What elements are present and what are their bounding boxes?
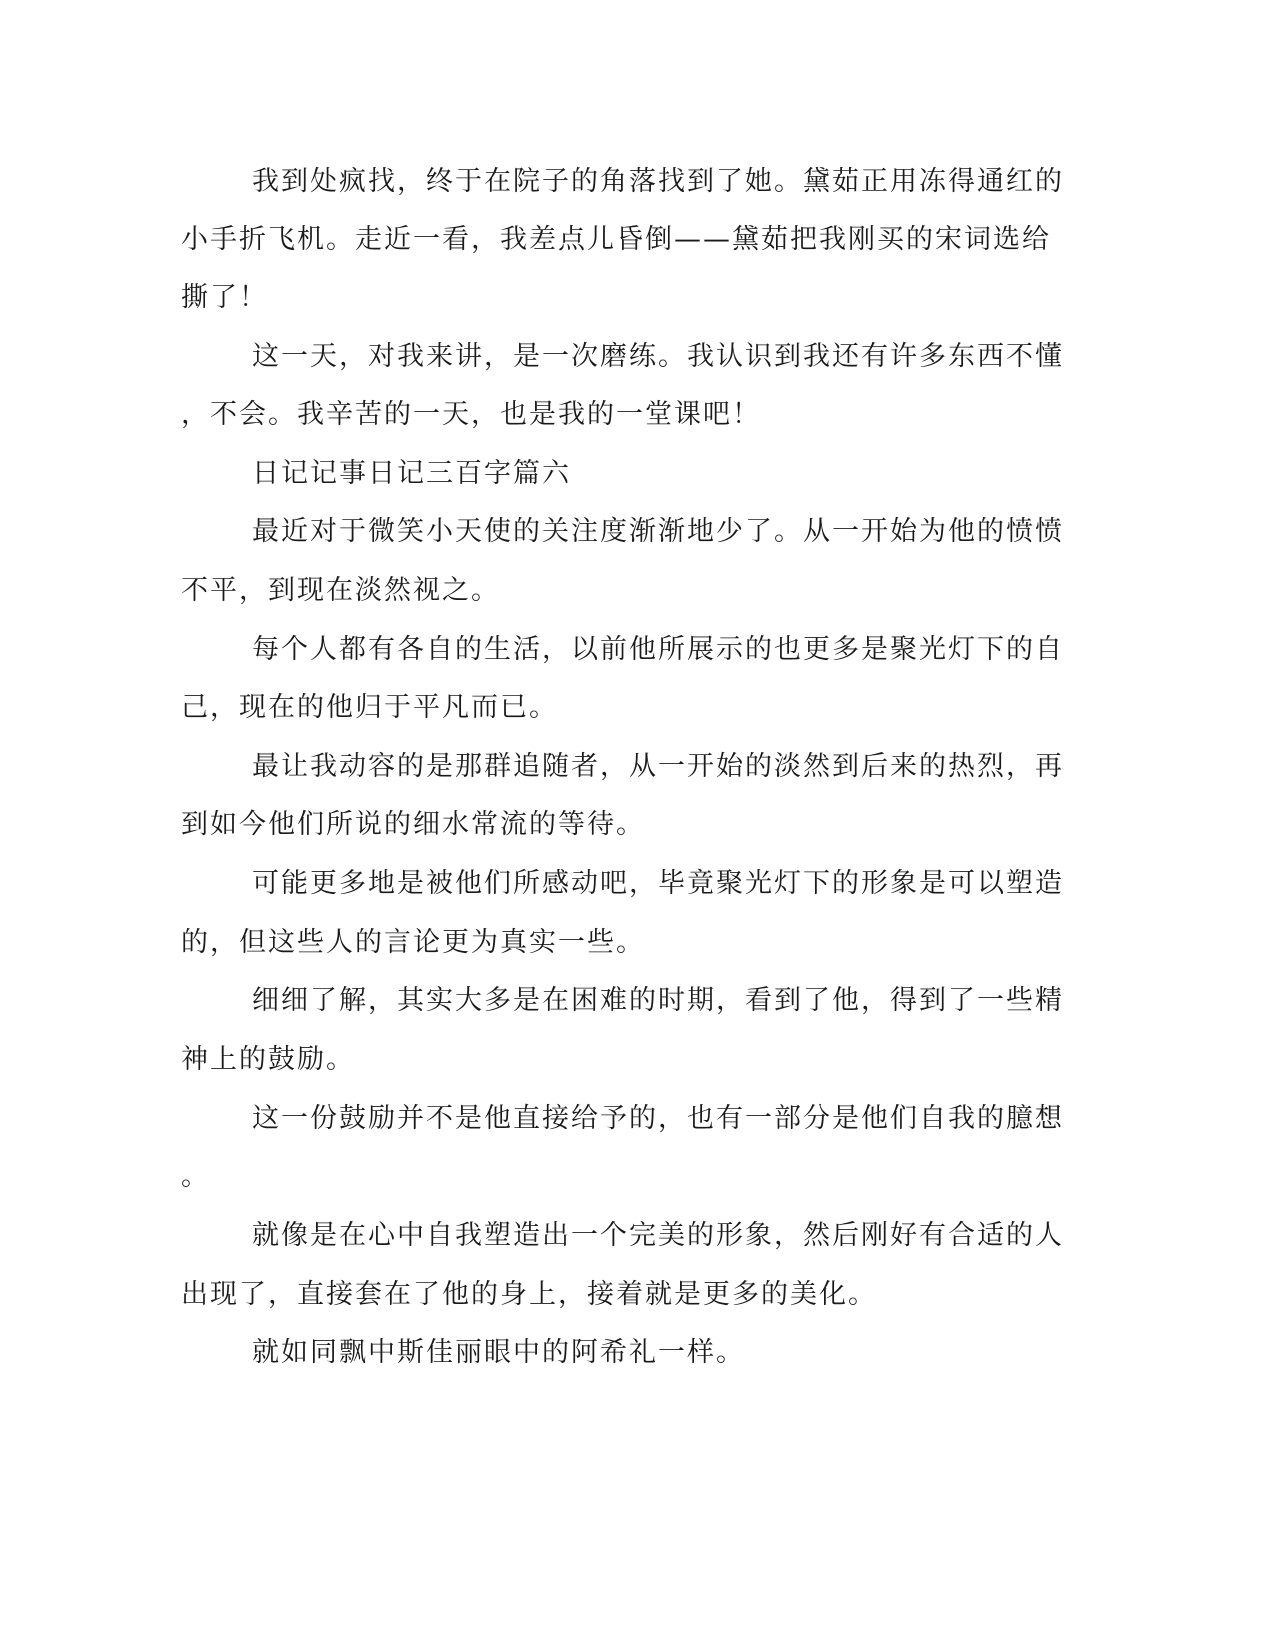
text-line: 可能更多地是被他们所感动吧，毕竟聚光灯下的形象是可以塑造: [252, 868, 1064, 899]
text-line: 己，现在的他归于平凡而已。: [181, 692, 558, 723]
text-line: 不平，到现在淡然视之。: [181, 575, 500, 606]
text-line: 就像是在心中自我塑造出一个完美的形象，然后刚好有合适的人: [252, 1220, 1064, 1251]
text-line: ，不会。我辛苦的一天，也是我的一堂课吧！: [181, 399, 761, 430]
text-line: 的，但这些人的言论更为真实一些。: [181, 927, 645, 958]
text-line: 最让我动容的是那群追随者，从一开始的淡然到后来的热烈，再: [252, 751, 1064, 782]
text-line: 最近对于微笑小天使的关注度渐渐地少了。从一开始为他的愤愤: [252, 516, 1064, 547]
text-line: 这一天，对我来讲，是一次磨练。我认识到我还有许多东西不懂: [252, 341, 1064, 372]
text-line: 。: [181, 1161, 210, 1192]
text-line: 这一份鼓励并不是他直接给予的，也有一部分是他们自我的臆想: [252, 1103, 1064, 1134]
text-line: 就如同飘中斯佳丽眼中的阿希礼一样。: [252, 1337, 745, 1368]
text-line: 小手折飞机。走近一看，我差点儿昏倒——黛茹把我刚买的宋词选给: [181, 224, 1051, 255]
text-line: 撕了！: [181, 282, 268, 313]
text-line: 到如今他们所说的细水常流的等待。: [181, 809, 645, 840]
text-line: 神上的鼓励。: [181, 1044, 355, 1075]
text-line: 我到处疯找，终于在院子的角落找到了她。黛茹正用冻得通红的: [252, 166, 1064, 197]
text-line: 出现了，直接套在了他的身上，接着就是更多的美化。: [181, 1279, 877, 1310]
text-line: 每个人都有各自的生活，以前他所展示的也更多是聚光灯下的自: [252, 634, 1064, 665]
section-heading: 日记记事日记三百字篇六: [252, 458, 571, 489]
text-line: 细细了解，其实大多是在困难的时期，看到了他，得到了一些精: [252, 985, 1064, 1016]
